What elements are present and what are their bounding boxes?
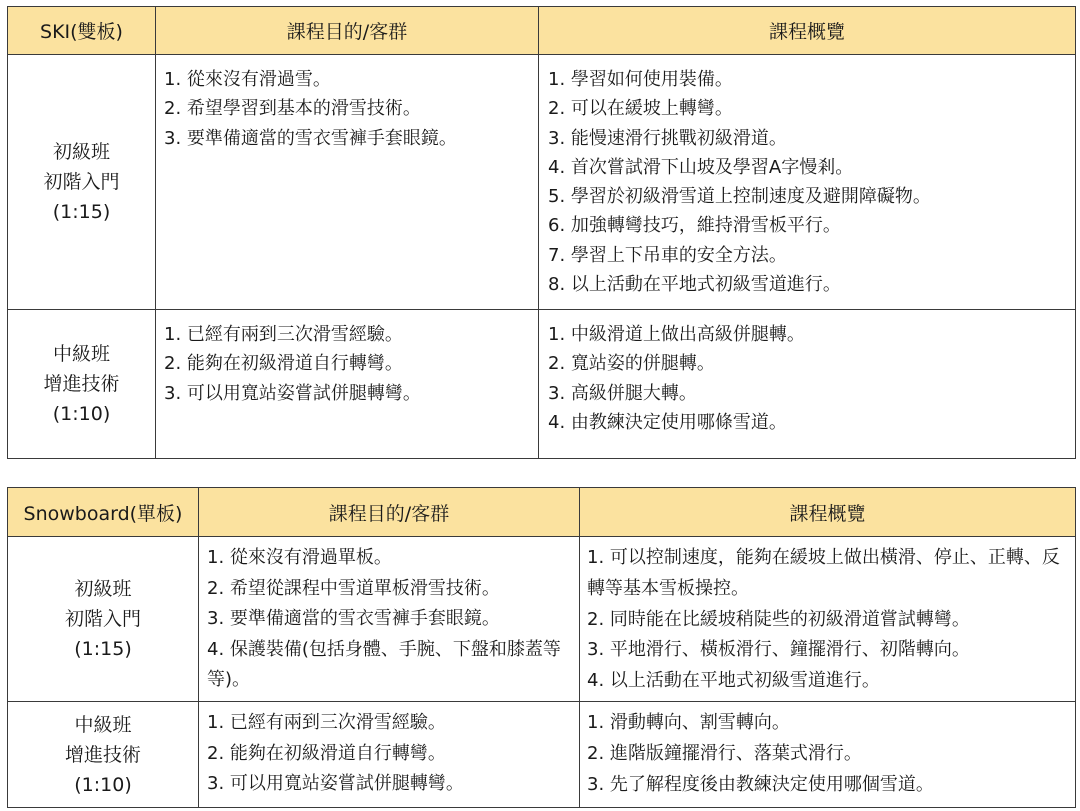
list-item: 3. 平地滑行、橫板滑行、鐘擺滑行、初階轉向。	[587, 639, 970, 661]
list-item: 1. 可以控制速度，能夠在緩坡上做出橫滑、停止、正轉、反轉等基本雪板操控。	[587, 547, 1060, 599]
overview-cell	[580, 702, 1076, 808]
header-course-type: Snowboard(單板)	[8, 488, 199, 537]
list-item: 3. 可以用寬站姿嘗試併腿轉彎。	[207, 773, 464, 794]
level-subtitle: 增進技術	[43, 373, 120, 395]
purpose-cell	[156, 310, 539, 459]
level-cell	[8, 55, 156, 310]
list-item: 2. 可以在緩坡上轉彎。	[548, 98, 733, 120]
list-item: 3. 可以用寬站姿嘗試併腿轉彎。	[164, 382, 421, 404]
level-name: 中級班	[74, 713, 132, 736]
list-item: 1. 學習如何使用裝備。	[548, 69, 733, 90]
list-item: 5. 學習於初級滑雪道上控制速度及避開障礙物。	[548, 186, 931, 208]
header-overview: 課程概覽	[580, 488, 1076, 537]
table-row	[8, 702, 1076, 808]
list-item: 3. 先了解程度後由教練決定使用哪個雪道。	[587, 773, 934, 795]
level-ratio: (1:10)	[52, 403, 111, 425]
level-subtitle: 初階入門	[64, 608, 141, 630]
list-item: 2. 進階版鐘擺滑行、落葉式滑行。	[587, 742, 862, 764]
level-name: 初級班	[74, 578, 132, 600]
overview-cell	[539, 55, 1076, 310]
list-item: 3. 高級併腿大轉。	[548, 382, 697, 404]
list-item: 7. 學習上下吊車的安全方法。	[548, 244, 787, 266]
level-name: 中級班	[52, 343, 110, 365]
level-subtitle: 初階入門	[43, 171, 120, 193]
level-cell	[8, 702, 199, 808]
list-item: 2. 能夠在初級滑道自行轉彎。	[164, 353, 403, 375]
list-item: 2. 能夠在初級滑道自行轉彎。	[207, 742, 446, 764]
list-item: 8. 以上活動在平地式初級雪道進行。	[548, 274, 841, 296]
list-item: 2. 同時能在比緩坡稍陡些的初級滑道嘗試轉彎。	[587, 608, 970, 630]
snowboard-course-table	[7, 487, 1076, 808]
list-item: 3. 要準備適當的雪衣雪褲手套眼鏡。	[207, 608, 500, 629]
header-purpose: 課程目的/客群	[199, 488, 580, 537]
level-cell	[8, 310, 156, 459]
table-header-row	[8, 7, 1076, 55]
level-cell	[8, 537, 199, 702]
list-item: 1. 從來沒有滑過雪。	[164, 69, 331, 90]
list-item: 3. 要準備適當的雪衣雪褲手套眼鏡。	[164, 127, 457, 149]
table-header-row	[8, 488, 1076, 537]
list-item: 3. 能慢速滑行挑戰初級滑道。	[548, 127, 787, 149]
level-name: 初級班	[52, 141, 110, 163]
header-overview: 課程概覽	[539, 7, 1076, 55]
list-item: 4. 首次嘗試滑下山坡及學習A字慢剎。	[548, 156, 854, 178]
list-item: 4. 由教練決定使用哪條雪道。	[548, 411, 787, 433]
level-subtitle: 增進技術	[64, 743, 141, 766]
table-row	[8, 310, 1076, 459]
list-item: 1. 從來沒有滑過單板。	[207, 547, 392, 568]
list-item: 6. 加強轉彎技巧，維持滑雪板平行。	[548, 215, 841, 237]
list-item: 1. 已經有兩到三次滑雪經驗。	[164, 324, 403, 345]
list-item: 1. 滑動轉向、割雪轉向。	[587, 712, 790, 733]
list-item: 1. 中級滑道上做出高級併腿轉。	[548, 324, 805, 345]
purpose-cell	[199, 537, 580, 702]
level-ratio: (1:10)	[74, 773, 132, 796]
purpose-cell	[156, 55, 539, 310]
list-item: 2. 希望從課程中雪道單板滑雪技術。	[207, 577, 500, 599]
list-item: 2. 寬站姿的併腿轉。	[548, 353, 715, 375]
table-row	[8, 55, 1076, 310]
list-item: 1. 已經有兩到三次滑雪經驗。	[207, 712, 446, 733]
overview-cell	[539, 310, 1076, 459]
level-ratio: (1:15)	[74, 638, 132, 660]
level-ratio: (1:15)	[52, 201, 111, 223]
list-item: 2. 希望學習到基本的滑雪技術。	[164, 98, 421, 120]
table-row	[8, 537, 1076, 702]
purpose-cell	[199, 702, 580, 808]
overview-cell	[580, 537, 1076, 702]
header-course-type: SKI(雙板)	[8, 7, 156, 55]
header-purpose: 課程目的/客群	[156, 7, 539, 55]
ski-course-table	[7, 6, 1076, 459]
list-item: 4. 以上活動在平地式初級雪道進行。	[587, 670, 880, 692]
list-item: 4. 保護裝備(包括身體、手腕、下盤和膝蓋等等)。	[207, 638, 561, 690]
